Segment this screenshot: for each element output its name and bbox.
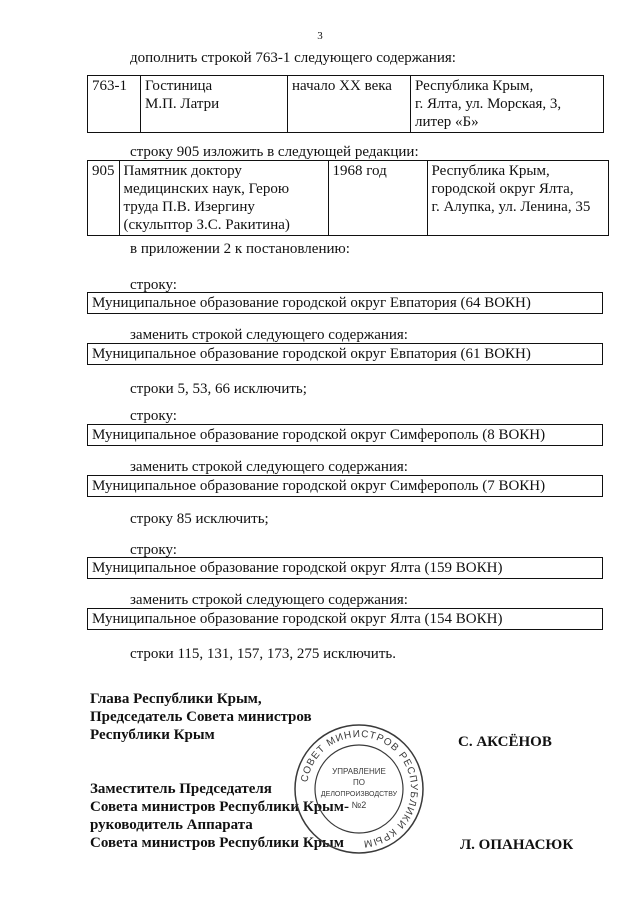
cell-line: Гостиница: [145, 78, 213, 94]
cell-line: медицинских наук, Герою: [123, 181, 290, 197]
stamp-ring-text: СОВЕТ МИНИСТРОВ РЕСПУБЛИКИ КРЫМ: [299, 728, 420, 849]
paragraph-exclude: строку 85 исключить;: [130, 511, 269, 527]
cell-line: Республика Крым,: [415, 78, 534, 94]
paragraph-exclude: строки 5, 53, 66 исключить;: [130, 381, 307, 397]
svg-text:СОВЕТ МИНИСТРОВ РЕСПУБЛИКИ КРЫ: [299, 729, 419, 849]
row-evpatoria-old: Муниципальное образование городской округ Евпатория (64 ВОКН): [87, 292, 603, 314]
row-evpatoria-new: Муниципальное образование городской округ Евпатория (61 ВОКН): [87, 343, 603, 365]
paragraph-row-label: строку:: [130, 277, 177, 293]
cell-name: [141, 76, 288, 133]
stamp-center-line: ДЕЛОПРОИЗВОДСТВУ: [320, 791, 398, 798]
cell-line: Республика Крым,: [431, 163, 550, 179]
stamp-inner-ring: [315, 745, 403, 833]
stamp-center-line: ПО: [353, 778, 365, 787]
paragraph-appendix: в приложении 2 к постановлению:: [130, 241, 350, 257]
cell-line: Памятник доктору: [123, 163, 242, 179]
paragraph-replace: заменить строкой следующего содержания:: [130, 459, 408, 475]
table-monument-905: [87, 160, 609, 236]
cell-date: начало XX века: [288, 76, 411, 133]
signature-line: Республики Крым: [90, 727, 215, 743]
signature-line: Заместитель Председателя: [90, 781, 272, 797]
stamp-outer-ring: [295, 725, 423, 853]
table-row: [88, 161, 609, 236]
cell-address: [411, 76, 604, 133]
signature-line: Глава Республики Крым,: [90, 691, 262, 707]
row-simferopol-new: Муниципальное образование городской округ Симферополь (7 ВОКН): [87, 475, 603, 497]
signature-line: Совета министров Республики Крым: [90, 835, 344, 851]
paragraph-edit-row: строку 905 изложить в следующей редакции:: [130, 144, 419, 160]
table-row: [88, 76, 604, 133]
signature-name-deputy: Л. ОПАНАСЮК: [460, 837, 574, 853]
stamp-center-line: УПРАВЛЕНИЕ: [332, 767, 386, 776]
cell-number: 905: [88, 161, 120, 236]
paragraph-exclude: строки 115, 131, 157, 173, 275 исключить.: [130, 646, 396, 662]
cell-line: г. Алупка, ул. Ленина, 35: [431, 199, 591, 215]
row-yalta-old: Муниципальное образование городской округ Ялта (159 ВОКН): [87, 557, 603, 579]
cell-date: 1968 год: [328, 161, 427, 236]
cell-line: г. Ялта, ул. Морская, 3,: [415, 96, 562, 112]
stamp-center-line: №2: [351, 800, 367, 810]
official-stamp: [292, 722, 426, 856]
cell-line: М.П. Латри: [145, 96, 220, 112]
cell-line: труда П.В. Изергину: [123, 199, 255, 215]
cell-number: 763-1: [88, 76, 141, 133]
cell-name: [119, 161, 328, 236]
cell-line: литер «Б»: [415, 114, 479, 130]
table-monument-763-1: [87, 75, 604, 133]
paragraph-row-label: строку:: [130, 542, 177, 558]
paragraph-replace: заменить строкой следующего содержания:: [130, 327, 408, 343]
row-yalta-new: Муниципальное образование городской округ Ялта (154 ВОКН): [87, 608, 603, 630]
signature-name-head: С. АКСЁНОВ: [458, 734, 552, 750]
cell-address: [427, 161, 608, 236]
paragraph-row-label: строку:: [130, 408, 177, 424]
paragraph-add-row: дополнить строкой 763-1 следующего содержания:: [130, 50, 456, 66]
signature-line: Совета министров Республики Крым-: [90, 799, 349, 815]
page-number: 3: [317, 30, 323, 42]
signature-line: Председатель Совета министров: [90, 709, 312, 725]
cell-line: городской округ Ялта,: [431, 181, 574, 197]
paragraph-replace: заменить строкой следующего содержания:: [130, 592, 408, 608]
cell-line: (скульптор З.С. Ракитина): [123, 217, 290, 233]
row-simferopol-old: Муниципальное образование городской округ Симферополь (8 ВОКН): [87, 424, 603, 446]
signature-line: руководитель Аппарата: [90, 817, 253, 833]
signature-title-head: [90, 690, 312, 744]
